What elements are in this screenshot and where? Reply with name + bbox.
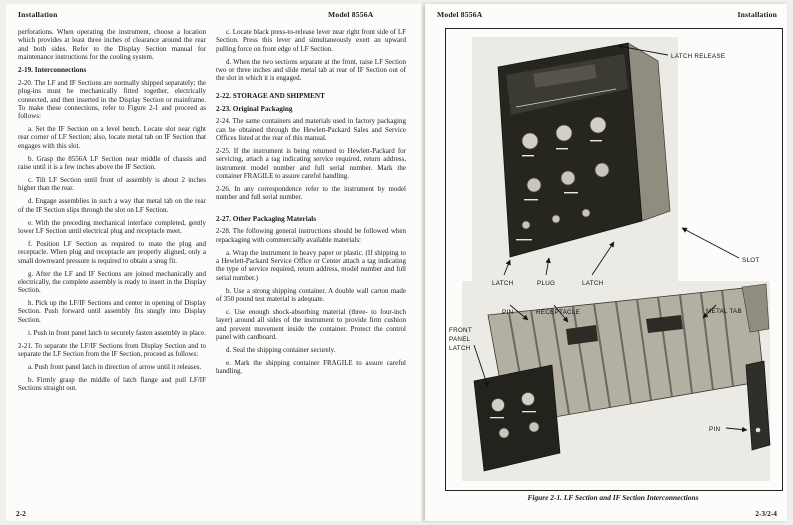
callout-front-panel-latch-3: LATCH — [449, 345, 471, 352]
callout-metal-tab: METAL TAB — [706, 308, 742, 315]
callout-latch-release: LATCH RELEASE — [671, 53, 726, 60]
list-item: c. Tilt LF Section until front of assembly is about 2 inches higher than the rear. — [18, 176, 206, 193]
callout-plug: PLUG — [537, 280, 556, 287]
page-number: 2-3/2-4 — [755, 509, 777, 518]
running-head-model: Model 8556A — [328, 10, 374, 19]
section-heading: 2-22. STORAGE AND SHIPMENT — [216, 91, 325, 100]
list-item: a. Push front panel latch in direction of arrow until it releases. — [28, 362, 202, 371]
callout-pin-1: PIN — [502, 309, 514, 316]
list-item: e. Mark the shipping container FRAGILE to assure careful handling. — [216, 358, 406, 376]
list-item: d. Engage assemblies in such a way that metal tab on the rear of the IF Section slips through the slot on LF Section. — [18, 197, 206, 214]
text-column-2 — [216, 28, 406, 380]
list-item: a. Set the IF Section on a level bench. Locate slot near right rear corner of LF Section; also, locate metal tab on IF Section that engages with this slot. — [18, 125, 206, 150]
list-item: e. With the preceding mechanical interface completed, gently lower LF Section until electrical plug and receptacle meet. — [18, 218, 206, 235]
callout-slot: SLOT — [742, 257, 760, 264]
text-column-1 — [18, 28, 206, 397]
list-item: h. Pick up the LF/IF Sections and center in opening of Display Section. Push forward until assembly fits snugly into Display Section. — [18, 299, 206, 324]
section-heading: 2-27. Other Packaging Materials — [216, 214, 317, 223]
section-heading: 2-19. Interconnections — [18, 65, 87, 74]
callout-receptacle: RECEPTACLE — [536, 309, 581, 316]
callout-latch-1: LATCH — [492, 280, 514, 287]
paragraph: 2-28. The following general instructions should be followed when repackaging with commercially available materials: — [216, 227, 406, 244]
running-head-right: Installation — [737, 10, 777, 19]
list-item: g. After the LF and IF Sections are joined mechanically and electrically, the complete assembly is ready to insert in the Display Section. — [18, 269, 206, 295]
list-item: b. Firmly grasp the middle of latch flange and pull LF/IF Sections straight out. — [18, 375, 206, 393]
list-item: d. When the two sections separate at the front, raise LF Section two or three inches and slide metal tab at rear of IF Section out of the slot in which it is engaged. — [216, 57, 406, 83]
paragraph: 2-21. To separate the LF/IF Sections from Display Section and to separate the LF Section from the IF Section, proceed as follows: — [18, 341, 206, 359]
figure-caption: Figure 2-1. LF Section and IF Section Interconnections — [527, 493, 699, 502]
callout-front-panel-latch-2: PANEL — [449, 336, 471, 343]
paragraph: 2-26. In any correspondence refer to the instrument by model number and full serial number. — [216, 184, 406, 202]
list-item: d. Seal the shipping container securely. — [226, 345, 336, 354]
list-item: b. Grasp the 8556A LF Section near middle of chassis and raise until it is a few inches above the IF Section. — [18, 154, 206, 172]
manual-page-left — [6, 4, 421, 521]
manual-page-right — [425, 4, 787, 521]
figure-illustration — [446, 29, 782, 487]
callout-front-panel-latch-1: FRONT — [449, 327, 472, 334]
paragraph: 2-25. If the instrument is being returned to Hewlett-Packard for servicing, attach a tag indicating service required, return address, instrument model number and full serial number. Mark the container FRAGILE to assure careful handling. — [216, 146, 406, 180]
callout-latch-2: LATCH — [582, 280, 604, 287]
callout-pin-2: PIN — [709, 426, 721, 433]
section-heading: 2-23. Original Packaging — [216, 104, 293, 113]
list-item: c. Use enough shock-absorbing material (three- to four-inch layer) around all sides of the instrument to provide firm cushion and prevent movement inside the container. Protect the control panel with cardboard. — [216, 308, 406, 342]
page-number: 2-2 — [16, 509, 26, 518]
list-item: b. Use a strong shipping container. A double wall carton made of 350 pound test material is adequate. — [216, 286, 406, 304]
running-head-left: Installation — [18, 10, 58, 19]
list-item: a. Wrap the instrument in heavy paper or plastic. (If shipping to a Hewlett-Packard Service Office or Center attach a tag indicating the type of service required, return address, model number and full serial number.) — [216, 248, 406, 282]
paragraph: 2-24. The same containers and materials used in factory packaging can be obtained through the Hewlett-Packard Sales and Service Offices listed at the rear of this manual. — [216, 117, 406, 143]
list-item: c. Locate black press-to-release lever near right front side of LF Section. Press this lever and simultaneously exert an upward pulling force on front edge of LF Section. — [216, 28, 406, 53]
paragraph: perforations. When operating the instrument, choose a location which provides at least three inches of clearance around the rear and both sides. Refer to the Display Section manual for maintenance instructions for the cooling system. — [18, 28, 206, 62]
paragraph: 2-20. The LF and IF Sections are normally shipped separately; the plug-ins must be mechanically fitted together, electrically connected, and then inserted in the Display Section or mainframe. To make these connections, refer to Figure 2-1 and proceed as follows: — [18, 78, 206, 121]
list-item: i. Push in front panel latch to securely fasten assembly in place. — [28, 328, 206, 337]
list-item: f. Position LF Section as required to mate the plug and receptacle. When plug and receptacle are properly aligned, only a small downward pressure is required to obtain a snug fit. — [18, 239, 206, 265]
running-head-model: Model 8556A — [437, 10, 483, 19]
figure-2-1 — [445, 28, 783, 491]
